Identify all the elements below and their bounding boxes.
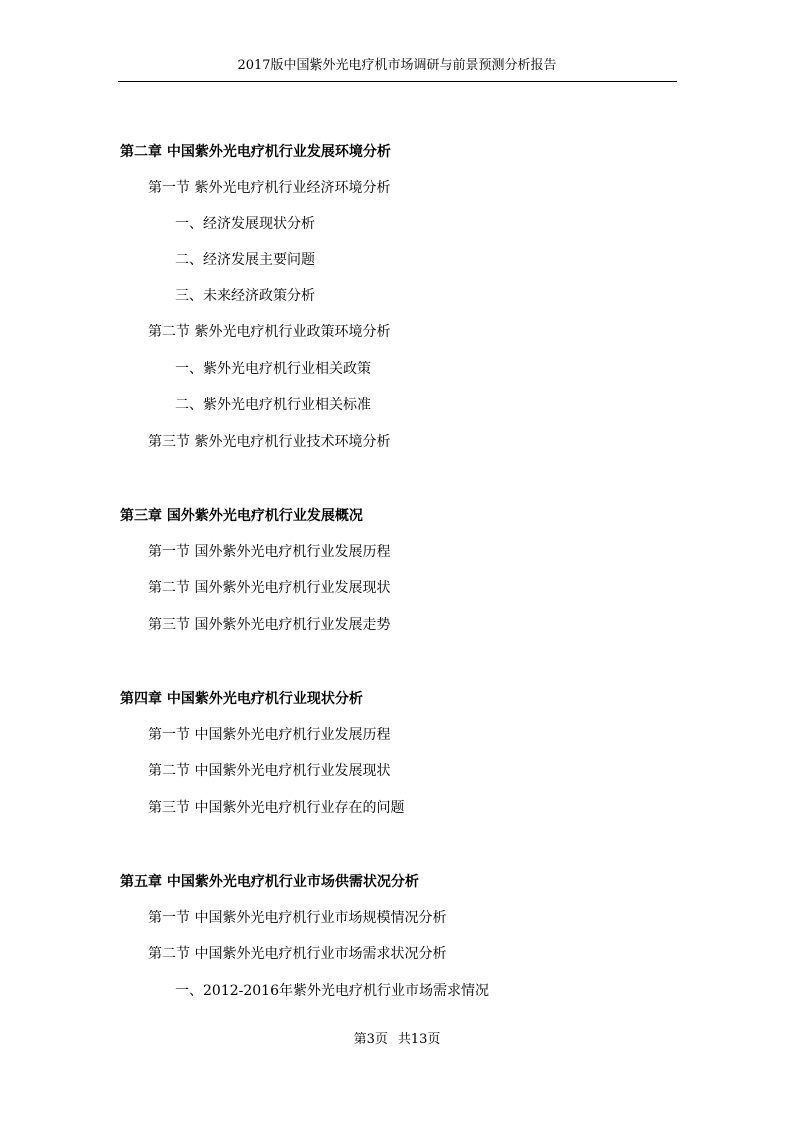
- toc-section-2-3: 第三节 紫外光电疗机行业技术环境分析: [148, 434, 391, 450]
- toc-section-2-2: 第二节 紫外光电疗机行业政策环境分析: [148, 324, 391, 340]
- toc-section-4-2: 第二节 中国紫外光电疗机行业发展现状: [148, 763, 391, 779]
- toc-item-2-2-1: 一、紫外光电疗机行业相关政策: [175, 361, 371, 377]
- toc-item-5-2-1: 一、2012-2016年紫外光电疗机行业市场需求情况: [175, 983, 489, 999]
- toc-section-5-1: 第一节 中国紫外光电疗机行业市场规模情况分析: [148, 910, 447, 926]
- toc-section-3-1: 第一节 国外紫外光电疗机行业发展历程: [148, 544, 391, 560]
- toc-item-2-1-2: 二、经济发展主要问题: [175, 252, 315, 268]
- toc-section-3-2: 第二节 国外紫外光电疗机行业发展现状: [148, 580, 391, 596]
- toc-section-2-1: 第一节 紫外光电疗机行业经济环境分析: [148, 180, 391, 196]
- toc-item-2-1-1: 一、经济发展现状分析: [175, 216, 315, 232]
- page-number: 第3页: [353, 1032, 388, 1047]
- toc-chapter-3: 第三章 国外紫外光电疗机行业发展概况: [120, 508, 363, 524]
- page-total: 共13页: [397, 1032, 441, 1047]
- toc-section-5-2: 第二节 中国紫外光电疗机行业市场需求状况分析: [148, 946, 447, 962]
- running-header-title: 2017版中国紫外光电疗机市场调研与前景预测分析报告: [237, 58, 557, 73]
- toc-section-3-3: 第三节 国外紫外光电疗机行业发展走势: [148, 617, 391, 633]
- toc-chapter-5: 第五章 中国紫外光电疗机行业市场供需状况分析: [120, 874, 419, 890]
- toc-chapter-4: 第四章 中国紫外光电疗机行业现状分析: [120, 691, 363, 707]
- toc-section-4-1: 第一节 中国紫外光电疗机行业发展历程: [148, 727, 391, 743]
- toc-item-2-1-3: 三、未来经济政策分析: [175, 288, 315, 304]
- toc-item-2-2-2: 二、紫外光电疗机行业相关标准: [175, 397, 371, 413]
- header-divider: [118, 81, 677, 82]
- page-footer: [0, 1032, 794, 1048]
- toc-chapter-2: 第二章 中国紫外光电疗机行业发展环境分析: [120, 144, 391, 160]
- toc-section-4-3: 第三节 中国紫外光电疗机行业存在的问题: [148, 800, 405, 816]
